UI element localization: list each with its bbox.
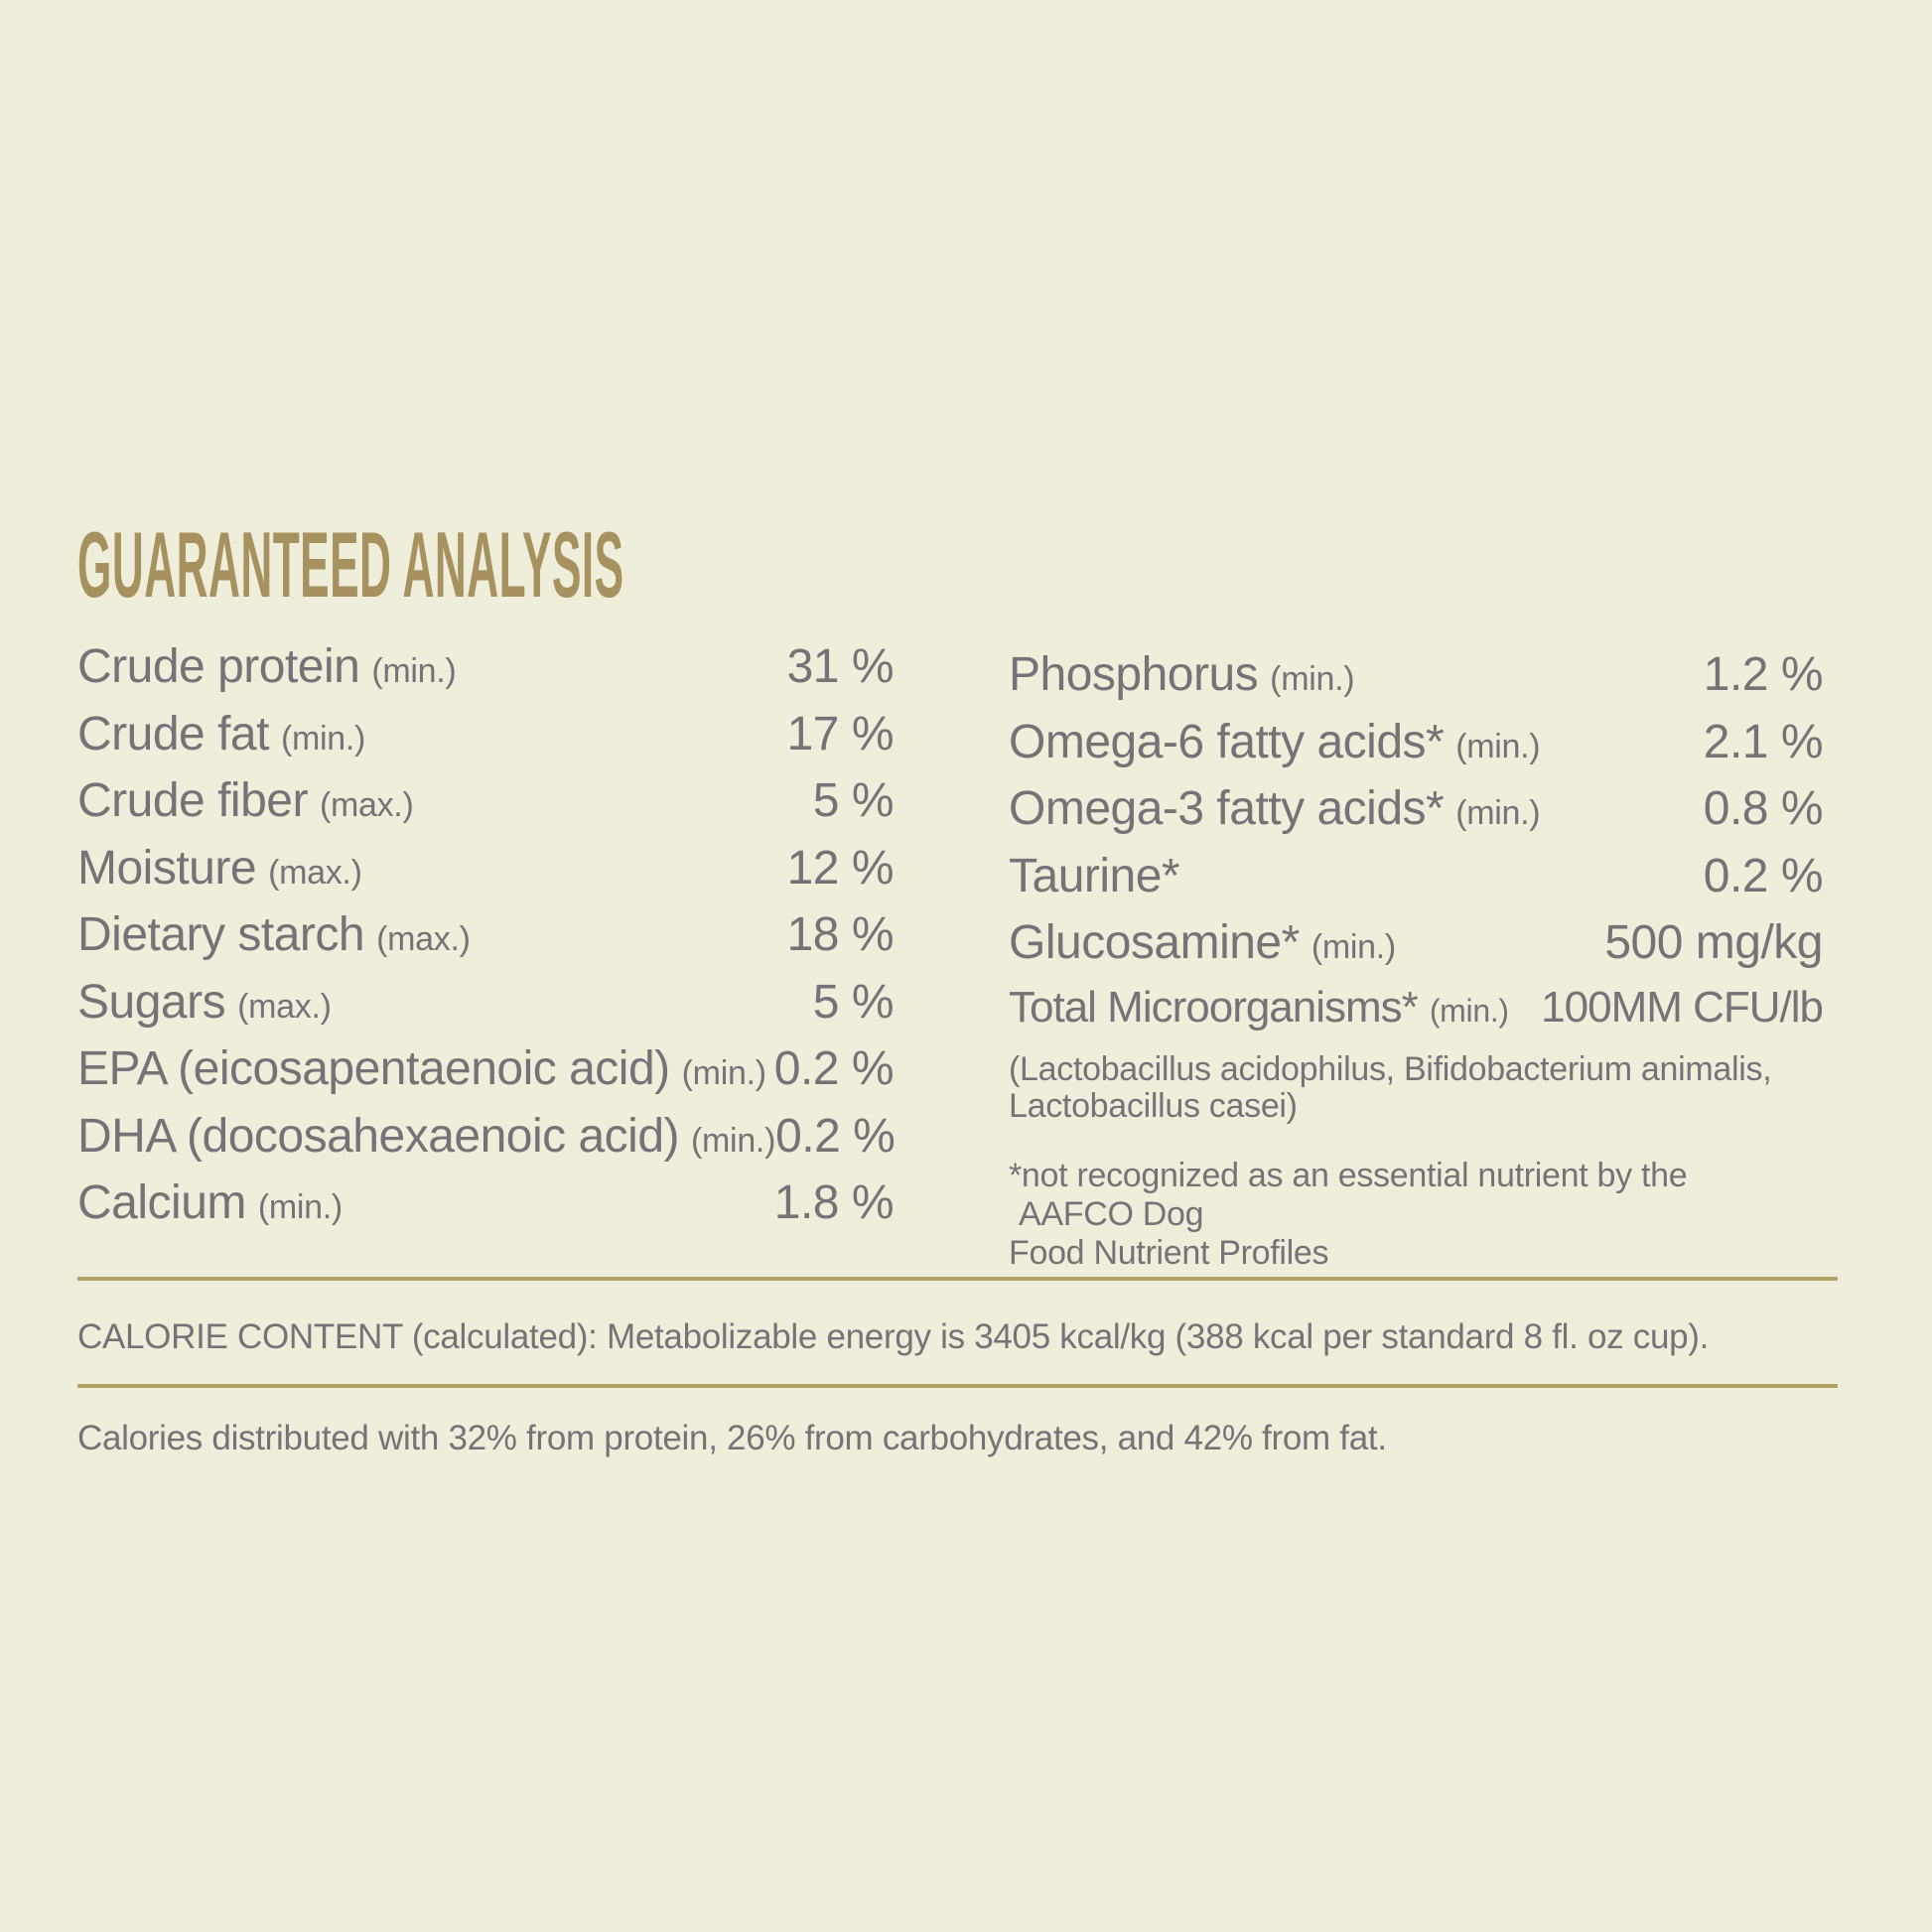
nutrient-value: 1.8 % (773, 1176, 894, 1229)
nutrient-value: 0.8 % (1703, 782, 1823, 835)
footnote-line: *not recognized as an essential nutrient by the AAFCO Dog (1009, 1157, 1688, 1233)
nutrient-label: Omega-3 fatty acids* (1009, 782, 1445, 835)
table-row (77, 841, 894, 908)
nutrient-label: Omega-6 fatty acids* (1009, 715, 1445, 768)
nutrient-value: 100MM CFU/lb (1541, 982, 1823, 1032)
table-row (77, 975, 894, 1042)
nutrient-label: Crude fiber (77, 774, 308, 827)
nutrient-label: Dietary starch (77, 908, 365, 961)
table-row (77, 773, 894, 841)
nutrient-label: Crude fat (77, 707, 269, 760)
nutrient-label: Moisture (77, 841, 257, 895)
table-row (77, 907, 894, 975)
aafco-footnote (1009, 1157, 1783, 1273)
nutrient-qualifier: (min.) (371, 652, 457, 690)
nutrient-qualifier: (min.) (1270, 660, 1355, 698)
nutrient-qualifier: (min.) (691, 1121, 776, 1160)
nutrient-label: Crude protein (77, 640, 360, 693)
nutrient-qualifier: (min.) (681, 1054, 766, 1092)
nutrient-qualifier: (max.) (319, 786, 414, 824)
species-line: Lactobacillus casei) (1009, 1087, 1298, 1125)
nutrient-qualifier: (min.) (1455, 727, 1541, 765)
nutrient-value: 17 % (786, 707, 894, 760)
analysis-column-left (77, 639, 894, 1243)
nutrient-label: Phosphorus (1009, 648, 1259, 701)
nutrient-qualifier: (min.) (1429, 992, 1509, 1029)
nutrient-value: 31 % (786, 640, 894, 693)
table-row (1009, 647, 1823, 715)
table-row (1009, 915, 1823, 983)
nutrient-value: 2.1 % (1703, 715, 1823, 768)
nutrient-qualifier: (min.) (280, 719, 366, 758)
nutrient-value: 12 % (786, 841, 894, 895)
nutrient-label: Calcium (77, 1176, 246, 1229)
page-title: GUARANTEED ANALYSIS (77, 512, 624, 617)
nutrient-value: 1.2 % (1703, 648, 1823, 701)
table-row (77, 1041, 894, 1109)
analysis-column-right (1009, 647, 1823, 1273)
table-row (77, 1175, 894, 1243)
nutrient-qualifier: (min.) (1455, 794, 1541, 832)
table-row (1009, 715, 1823, 782)
calorie-content-statement: CALORIE CONTENT (calculated): Metabolizable energy is 3405 kcal/kg (388 kcal per standard 8 fl. oz cup). (77, 1317, 1710, 1356)
nutrient-value: 5 % (812, 975, 894, 1029)
divider (77, 1277, 1838, 1281)
table-row (77, 707, 894, 774)
divider (77, 1384, 1838, 1388)
nutrient-label: EPA (eicosapentaenoic acid) (77, 1042, 670, 1095)
nutrient-qualifier: (max.) (237, 987, 332, 1026)
nutrient-label: Sugars (77, 975, 226, 1029)
species-line: (Lactobacillus acidophilus, Bifidobacterium animalis, (1009, 1050, 1772, 1088)
nutrient-value: 0.2 % (775, 1109, 896, 1163)
nutrient-qualifier: (min.) (257, 1188, 343, 1226)
nutrient-qualifier: (max.) (268, 853, 362, 892)
table-row (1009, 983, 1823, 1050)
nutrient-label: DHA (docosahexaenoic acid) (77, 1109, 680, 1163)
nutrient-value: 0.2 % (773, 1042, 894, 1095)
nutrient-qualifier: (max.) (376, 920, 471, 958)
nutrient-label: Total Microorganisms* (1009, 982, 1418, 1032)
footnote-line: Food Nutrient Profiles (1009, 1234, 1329, 1272)
calorie-distribution-statement: Calories distributed with 32% from protein, 26% from carbohydrates, and 42% from fat. (77, 1419, 1387, 1457)
table-row (1009, 849, 1823, 916)
nutrient-value: 5 % (812, 774, 894, 827)
nutrient-label: Glucosamine* (1009, 916, 1300, 969)
microorganism-species-note (1009, 1051, 1823, 1125)
nutrient-label: Taurine* (1009, 849, 1180, 902)
table-row (77, 1109, 894, 1176)
nutrient-value: 18 % (786, 908, 894, 961)
nutrient-value: 500 mg/kg (1604, 916, 1823, 969)
table-row (1009, 781, 1823, 849)
table-row (77, 639, 894, 707)
nutrient-qualifier: (min.) (1311, 928, 1396, 966)
nutrient-value: 0.2 % (1703, 849, 1823, 902)
